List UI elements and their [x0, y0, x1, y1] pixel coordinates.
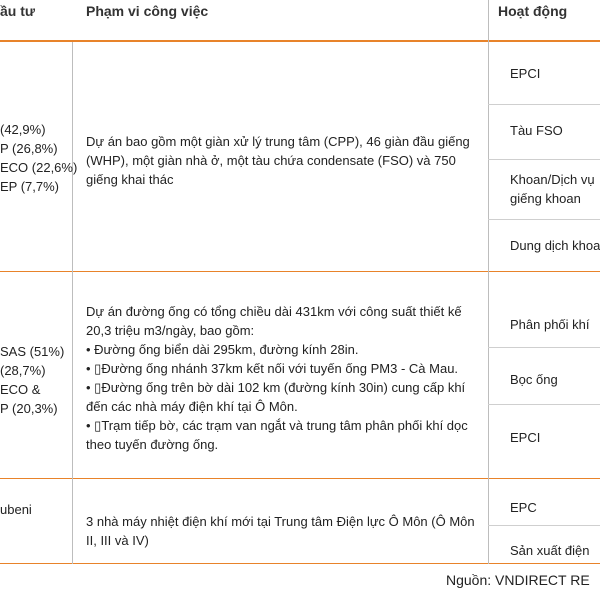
- row1-activity-1: EPCI: [510, 66, 541, 81]
- row2-activity-sep-2: [488, 404, 600, 405]
- header-investor: ầu tư: [0, 3, 36, 19]
- row2-scope-bullet-3: • ▯Đường ống trên bờ dài 102 km (đường kính 30in) cung cấp khí đến các nhà máy điện khí tại Ô Môn.: [86, 380, 466, 414]
- row1-investor-4: EP (7,7%): [0, 179, 60, 194]
- row2-investor-4: P (20,3%): [0, 401, 58, 416]
- header-activity: Hoạt động: [498, 3, 568, 19]
- row2-activity-sep-1: [488, 347, 600, 348]
- row3-scope: 3 nhà máy nhiệt điện khí mới tại Trung tâm Điện lực Ô Môn (Ô Môn II, III và IV): [86, 514, 475, 548]
- table-header: [0, 0, 600, 40]
- row1-activity-3: Khoan/Dịch vụ: [510, 172, 595, 187]
- row-divider-1: [0, 271, 600, 272]
- row2-scope-intro: Dự án đường ống có tổng chiều dài 431km với công suất thiết kế 20,3 triệu m3/ngày, bao gồm:: [86, 304, 462, 338]
- column-divider-1: [72, 42, 73, 564]
- source-note: Nguồn: VNDIRECT RE: [446, 572, 590, 588]
- row2-investor-2: (28,7%): [0, 363, 46, 378]
- column-divider-2: [488, 0, 489, 564]
- row1-investor-3: ECO (22,6%): [0, 160, 78, 175]
- row1-activity-4: giếng khoan: [510, 191, 581, 206]
- table-bottom-rule: [0, 563, 600, 564]
- row1-activity-5: Dung dịch khoa: [510, 238, 600, 253]
- row-divider-2: [0, 478, 600, 479]
- row2-investor-1: SAS (51%): [0, 344, 65, 359]
- row1-activity-sep-3: [488, 219, 600, 220]
- header-rule: [0, 40, 600, 42]
- row2-investor-3: ECO &: [0, 382, 41, 397]
- row1-activity-sep-2: [488, 159, 600, 160]
- row1-scope: Dự án bao gồm một giàn xử lý trung tâm (CPP), 46 giàn đầu giếng (WHP), một giàn nhà ở, một tàu chứa condensate (FSO) và 750 giếng khai thác: [86, 134, 470, 187]
- header-scope: Phạm vi công việc: [86, 3, 209, 19]
- row3-activity-2: Sản xuất điện: [510, 543, 590, 558]
- row2-activity-3: EPCI: [510, 430, 541, 445]
- row1-investor-2: P (26,8%): [0, 141, 58, 156]
- row2-scope-bullet-1: • Đường ống biển dài 295km, đường kính 28in.: [86, 342, 359, 357]
- row3-activity-sep-1: [488, 525, 600, 526]
- row3-activity-1: EPC: [510, 500, 537, 515]
- row2-activity-2: Bọc ống: [510, 372, 558, 387]
- row2-scope-bullet-4: • ▯Trạm tiếp bờ, các trạm van ngắt và trung tâm phân phối khí dọc theo tuyến đường ống.: [86, 418, 468, 452]
- row2-scope-bullet-2: • ▯Đường ống nhánh 37km kết nối với tuyến ống PM3 - Cà Mau.: [86, 361, 459, 376]
- row3-investor-1: ubeni: [0, 502, 32, 517]
- row1-investor-1: (42,9%): [0, 122, 46, 137]
- row2-activity-1: Phân phối khí: [510, 317, 590, 332]
- row1-activity-sep-1: [488, 104, 600, 105]
- row1-activity-2: Tàu FSO: [510, 123, 563, 138]
